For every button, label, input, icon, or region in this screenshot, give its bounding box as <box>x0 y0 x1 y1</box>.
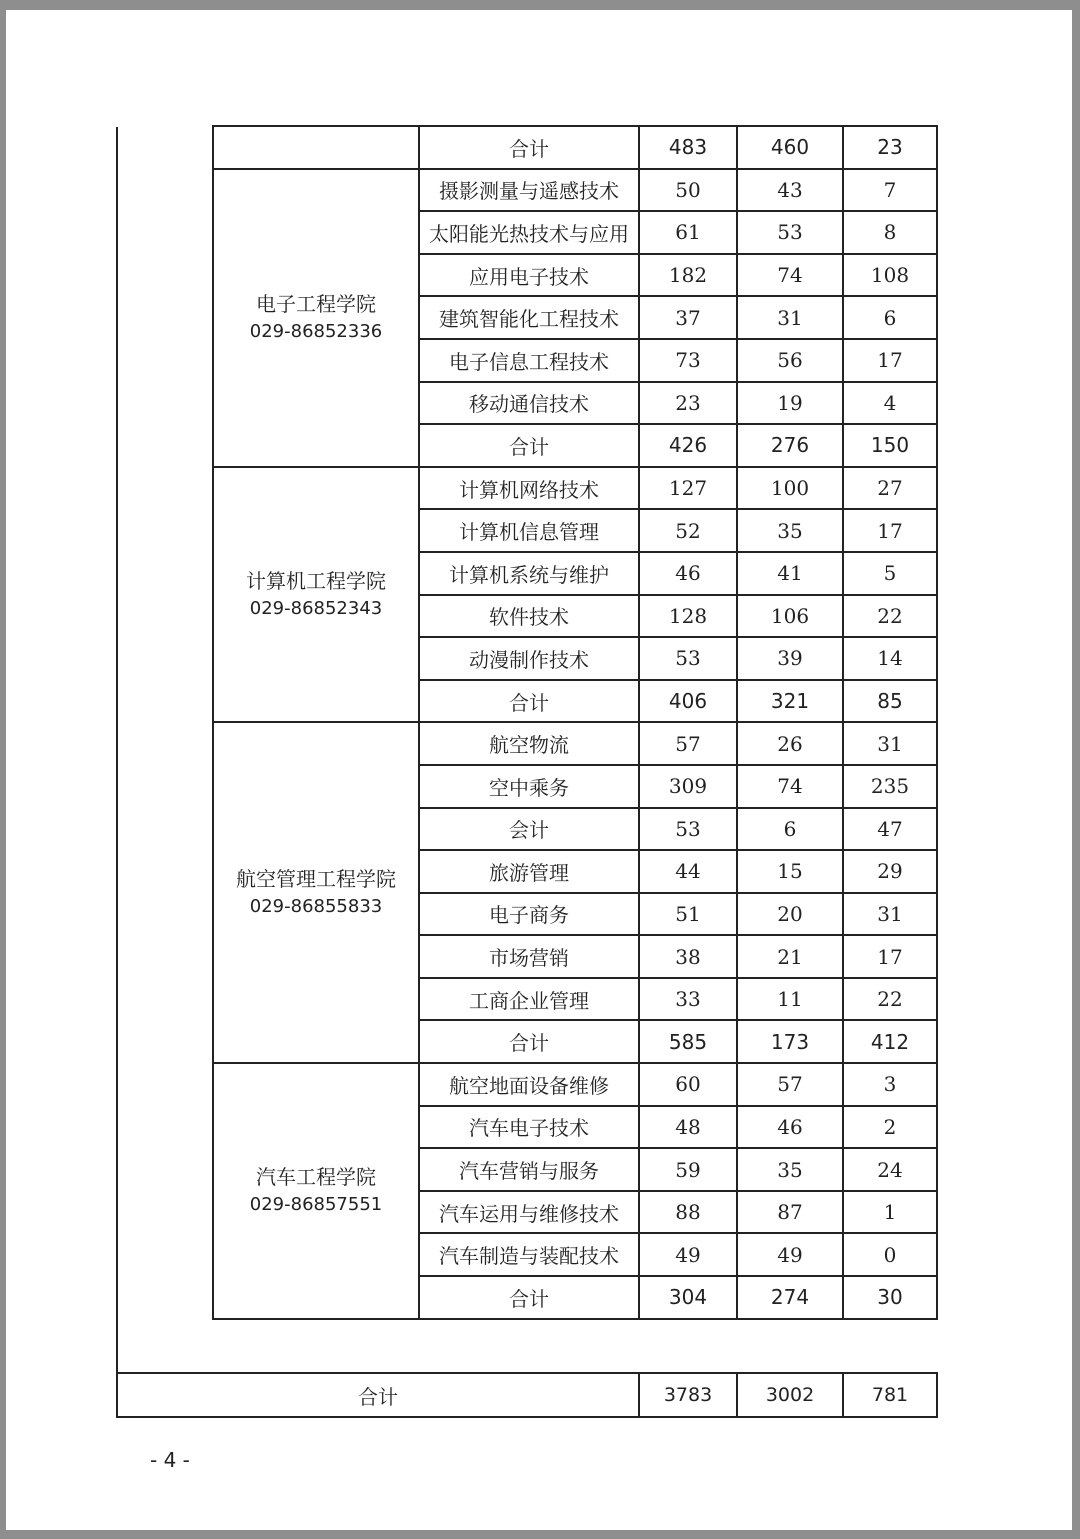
remaining-count: 29 <box>843 850 937 893</box>
admitted-count: 46 <box>737 1106 843 1149</box>
enrolled-count: 127 <box>639 467 737 510</box>
remaining-count: 17 <box>843 509 937 552</box>
enrolled-count: 38 <box>639 935 737 978</box>
major-name: 软件技术 <box>419 595 639 638</box>
enrolled-count: 50 <box>639 169 737 212</box>
college-cell <box>213 467 419 723</box>
remaining-count: 85 <box>843 680 937 723</box>
table-row <box>213 1063 937 1106</box>
enrolled-count: 57 <box>639 722 737 765</box>
college-phone: 029-86852343 <box>249 597 383 619</box>
college-name: 航空管理工程学院 <box>236 866 396 891</box>
major-name: 动漫制作技术 <box>419 637 639 680</box>
college-cell <box>213 722 419 1063</box>
major-name: 应用电子技术 <box>419 254 639 297</box>
admitted-count: 57 <box>737 1063 843 1106</box>
admitted-count: 26 <box>737 722 843 765</box>
enrolled-count: 23 <box>639 382 737 425</box>
remaining-count: 2 <box>843 1106 937 1149</box>
remaining-count: 17 <box>843 935 937 978</box>
admitted-count: 321 <box>737 680 843 723</box>
table-row <box>213 169 937 212</box>
college-phone: 029-86855833 <box>249 895 383 917</box>
enrolled-count: 304 <box>639 1276 737 1319</box>
remaining-count: 235 <box>843 765 937 808</box>
college-cell <box>213 169 419 467</box>
admitted-count: 43 <box>737 169 843 212</box>
major-name: 汽车电子技术 <box>419 1106 639 1149</box>
enrolled-count: 37 <box>639 296 737 339</box>
admitted-count: 274 <box>737 1276 843 1319</box>
admitted-count: 276 <box>737 424 843 467</box>
college-phone: 029-86852336 <box>249 320 383 342</box>
page-number: - 4 - <box>150 1448 190 1472</box>
college-cell <box>213 1063 419 1319</box>
major-name: 汽车运用与维修技术 <box>419 1191 639 1234</box>
admitted-count: 39 <box>737 637 843 680</box>
admitted-count: 21 <box>737 935 843 978</box>
admitted-count: 173 <box>737 1020 843 1063</box>
admitted-count: 87 <box>737 1191 843 1234</box>
college-phone: 029-86857551 <box>249 1193 383 1215</box>
admitted-count: 19 <box>737 382 843 425</box>
enrolled-count: 406 <box>639 680 737 723</box>
major-name: 航空地面设备维修 <box>419 1063 639 1106</box>
enrolled-count: 52 <box>639 509 737 552</box>
admitted-count: 100 <box>737 467 843 510</box>
grand-total-admitted: 3002 <box>737 1373 843 1417</box>
enrolled-count: 182 <box>639 254 737 297</box>
admitted-count: 49 <box>737 1233 843 1276</box>
enrolled-count: 33 <box>639 978 737 1021</box>
admitted-count: 41 <box>737 552 843 595</box>
major-name: 空中乘务 <box>419 765 639 808</box>
enrolled-count: 585 <box>639 1020 737 1063</box>
remaining-count: 30 <box>843 1276 937 1319</box>
enrolled-count: 48 <box>639 1106 737 1149</box>
remaining-count: 6 <box>843 296 937 339</box>
subtotal-label: 合计 <box>419 1020 639 1063</box>
enrollment-table <box>212 125 938 1320</box>
enrolled-count: 73 <box>639 339 737 382</box>
subtotal-label: 合计 <box>419 680 639 723</box>
major-name: 计算机网络技术 <box>419 467 639 510</box>
admitted-count: 35 <box>737 509 843 552</box>
enrolled-count: 61 <box>639 211 737 254</box>
major-name: 太阳能光热技术与应用 <box>419 211 639 254</box>
major-name: 电子信息工程技术 <box>419 339 639 382</box>
major-name: 计算机信息管理 <box>419 509 639 552</box>
remaining-count: 5 <box>843 552 937 595</box>
remaining-count: 150 <box>843 424 937 467</box>
college-name: 计算机工程学院 <box>246 568 386 593</box>
enrolled-count: 44 <box>639 850 737 893</box>
enrolled-count: 53 <box>639 808 737 851</box>
subtotal-label: 合计 <box>419 424 639 467</box>
enrolled-count: 309 <box>639 765 737 808</box>
enrolled-count: 426 <box>639 424 737 467</box>
table-outer-border <box>116 127 118 1418</box>
major-name: 汽车营销与服务 <box>419 1148 639 1191</box>
enrolled-count: 49 <box>639 1233 737 1276</box>
major-name: 摄影测量与遥感技术 <box>419 169 639 212</box>
major-name: 市场营销 <box>419 935 639 978</box>
table-row <box>213 467 937 510</box>
college-cell-continued <box>213 126 419 169</box>
admitted-count: 460 <box>737 126 843 169</box>
college-name: 汽车工程学院 <box>256 1164 376 1189</box>
admitted-count: 31 <box>737 296 843 339</box>
remaining-count: 0 <box>843 1233 937 1276</box>
remaining-count: 7 <box>843 169 937 212</box>
admitted-count: 6 <box>737 808 843 851</box>
admitted-count: 56 <box>737 339 843 382</box>
grand-total-remaining: 781 <box>843 1373 937 1417</box>
major-name: 航空物流 <box>419 722 639 765</box>
admitted-count: 53 <box>737 211 843 254</box>
admitted-count: 15 <box>737 850 843 893</box>
remaining-count: 24 <box>843 1148 937 1191</box>
remaining-count: 22 <box>843 595 937 638</box>
remaining-count: 17 <box>843 339 937 382</box>
subtotal-row <box>213 126 937 169</box>
major-name: 汽车制造与装配技术 <box>419 1233 639 1276</box>
remaining-count: 31 <box>843 722 937 765</box>
grand-total-enrolled: 3783 <box>639 1373 737 1417</box>
college-name: 电子工程学院 <box>256 291 376 316</box>
enrolled-count: 59 <box>639 1148 737 1191</box>
remaining-count: 108 <box>843 254 937 297</box>
enrolled-count: 128 <box>639 595 737 638</box>
enrolled-count: 51 <box>639 893 737 936</box>
remaining-count: 14 <box>843 637 937 680</box>
admitted-count: 35 <box>737 1148 843 1191</box>
remaining-count: 1 <box>843 1191 937 1234</box>
grand-total-label: 合计 <box>117 1373 639 1417</box>
major-name: 工商企业管理 <box>419 978 639 1021</box>
remaining-count: 3 <box>843 1063 937 1106</box>
remaining-count: 412 <box>843 1020 937 1063</box>
remaining-count: 31 <box>843 893 937 936</box>
subtotal-label: 合计 <box>419 1276 639 1319</box>
remaining-count: 47 <box>843 808 937 851</box>
grand-total-table <box>116 1372 938 1418</box>
admitted-count: 20 <box>737 893 843 936</box>
major-name: 移动通信技术 <box>419 382 639 425</box>
admitted-count: 74 <box>737 254 843 297</box>
remaining-count: 27 <box>843 467 937 510</box>
enrolled-count: 483 <box>639 126 737 169</box>
major-name: 会计 <box>419 808 639 851</box>
major-name: 旅游管理 <box>419 850 639 893</box>
enrolled-count: 46 <box>639 552 737 595</box>
remaining-count: 22 <box>843 978 937 1021</box>
major-name: 计算机系统与维护 <box>419 552 639 595</box>
admitted-count: 74 <box>737 765 843 808</box>
grand-total-row <box>117 1373 937 1417</box>
admitted-count: 106 <box>737 595 843 638</box>
enrolled-count: 88 <box>639 1191 737 1234</box>
major-name: 建筑智能化工程技术 <box>419 296 639 339</box>
major-name: 电子商务 <box>419 893 639 936</box>
enrolled-count: 53 <box>639 637 737 680</box>
table-row <box>213 722 937 765</box>
subtotal-label: 合计 <box>419 126 639 169</box>
remaining-count: 4 <box>843 382 937 425</box>
enrolled-count: 60 <box>639 1063 737 1106</box>
remaining-count: 23 <box>843 126 937 169</box>
admitted-count: 11 <box>737 978 843 1021</box>
remaining-count: 8 <box>843 211 937 254</box>
